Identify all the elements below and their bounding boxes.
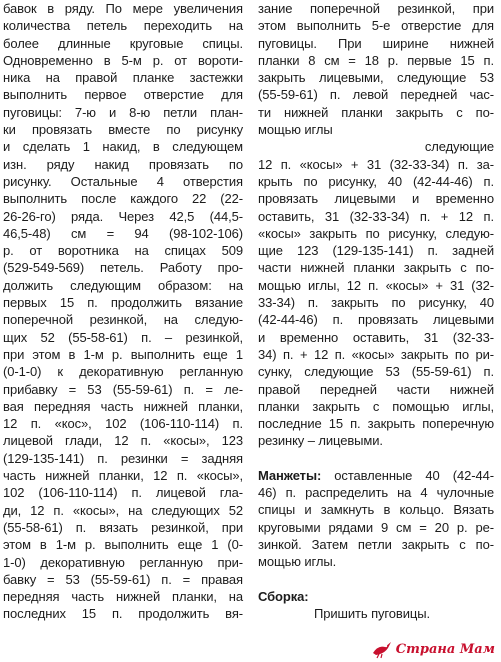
left-column-line: пуговицы: 7-ю и 8-ю петли план- xyxy=(3,104,243,120)
right-block2-line: 34) п. + 12 п. «косы» закрыть по ри- xyxy=(258,346,494,362)
assembly-text: Пришить пуговицы. xyxy=(314,605,430,621)
left-column-line: (0-1-0) к декоративную регланную xyxy=(3,364,243,380)
watermark-logo xyxy=(371,639,495,659)
left-column-line: бавку = 53 (55-59-61) п. = правая xyxy=(3,571,243,587)
right-block2-line: последние 15 п. закрыть поперечную xyxy=(258,416,494,432)
left-column-line: р. от воротника на спицах 509 xyxy=(3,243,243,259)
spacer xyxy=(258,571,494,588)
left-column-line: рисунку. Остальные 4 отверстия xyxy=(3,173,243,189)
left-column-line: (55-58-61) п. вязать резинкой, при xyxy=(3,519,243,535)
cuffs-heading: Манжеты: xyxy=(258,467,322,483)
left-column-lines xyxy=(3,0,243,623)
left-column-line: поперечной резинкой, на следую- xyxy=(3,312,243,328)
right-block2-line: «косы» закрыть по рисунку, следую- xyxy=(258,225,494,241)
left-column-line: 26-26-го) ряда. Через 42,5 (44,5- xyxy=(3,208,243,224)
left-column-line: при этом в 1-м р. выполнить еще 1 xyxy=(3,346,243,362)
right-block1-line: закрыть лицевыми, следующие 53 xyxy=(258,70,494,86)
right-block1-line: ти нижней планки закрыть с по- xyxy=(258,104,494,120)
left-column-line: выполнить после каждого 22 (22- xyxy=(3,191,243,207)
right-text-column xyxy=(258,0,494,622)
left-column-line: 46,5-48) см = 94 (98-102-106) xyxy=(3,225,243,241)
right-block1-line: зание поперечной резинкой, при xyxy=(258,1,494,16)
right-block2-line: планки закрыть с помощью иглы, xyxy=(258,398,494,414)
spacer xyxy=(258,450,494,467)
left-column-line: передняя часть нижней планки, на xyxy=(3,589,243,605)
cuffs-line: зинкой. Затем петли закрыть с по- xyxy=(258,536,494,552)
cuffs-line: круговыми рядами 9 см = 20 р. ре- xyxy=(258,519,494,535)
left-column-line: прибавку = 53 (55-59-61) п. = ле- xyxy=(3,381,243,397)
right-column-block-1 xyxy=(258,0,494,138)
cuffs-line: мощью иглы. xyxy=(258,554,337,570)
right-aligned-word: следующие xyxy=(424,139,494,155)
left-column-line: должить следующим образом: на xyxy=(3,277,243,293)
left-column-line: выполнить первое отверстие для xyxy=(3,87,243,103)
right-block2-line: сунку, следующие 53 (55-59-61) п. xyxy=(258,364,494,380)
right-block1-line: пуговицы. При ширине нижней xyxy=(258,35,494,51)
assembly-heading: Сборка: xyxy=(258,588,309,604)
right-block1-line: планки 8 см = 18 р. первые 15 п. xyxy=(258,52,494,68)
left-column-line: часть нижней планки, 12 п. «косы», xyxy=(3,468,243,484)
right-block2-line: провязать лицевыми и временно xyxy=(258,191,494,207)
left-column-line: и сделать 1 накид, в следующем xyxy=(3,139,243,155)
right-block2-line: мощью иглы, 12 п. «косы» + 31 (32- xyxy=(258,277,494,293)
left-column-line: вая передняя часть нижней планки, xyxy=(3,398,243,414)
left-column-line: 12 п. «кос», 102 (106-110-114) п. xyxy=(3,416,243,432)
right-block1-line: (55-59-61) п. левой передней час- xyxy=(258,87,494,103)
cuffs-line: 46) п. распределить на 4 чулочные xyxy=(258,485,494,501)
cuffs-first-line xyxy=(258,467,494,484)
left-column-line: 102 (106-110-114) п. лицевой гла- xyxy=(3,485,243,501)
right-block2-line: резинку – лицевыми. xyxy=(258,433,383,449)
left-column-line: щих 52 (55-58-61) п. – резинкой, xyxy=(3,329,243,345)
right-block2-line: 12 п. «косы» + 31 (32-33-34) п. за- xyxy=(258,156,494,172)
left-column-line: (129-135-141) п. резинки = задняя xyxy=(3,450,243,466)
left-column-line: последних 15 п. продолжить вя- xyxy=(3,606,243,622)
left-column-line: этом в 1-м р. выполнить еще 1 (0- xyxy=(3,537,243,553)
left-column-line: изн. ряду накид провязать по xyxy=(3,156,243,172)
cuffs-line: спицы и замкнуть в кольцо. Вязать xyxy=(258,502,494,518)
left-text-column xyxy=(3,0,243,623)
left-column-line: 1-0) декоративную регланную при- xyxy=(3,554,243,570)
left-column-line: ки провязать вместе по рисунку xyxy=(3,122,243,138)
right-block2-line: крыть по рисунку, 40 (42-44-46) п. xyxy=(258,173,494,189)
right-column-block-2 xyxy=(258,156,494,450)
watermark-text: Страна Мам xyxy=(395,641,495,657)
right-block2-line: части нижней планки закрыть с по- xyxy=(258,260,494,276)
cuffs-first-line-text: оставленные 40 (42-44- xyxy=(321,467,494,483)
stork-icon xyxy=(371,639,393,659)
right-block2-line: щие 123 (129-135-141) п. задней xyxy=(258,243,494,259)
right-block2-line: оставить, 31 (32-33-34) п. + 12 п. xyxy=(258,208,494,224)
right-block2-line: 33-34) п. закрыть по рисунку, 40 xyxy=(258,295,494,311)
left-column-line: лицевой глади, 12 п. «косы», 123 xyxy=(3,433,243,449)
right-block1-line: этом выполнить 5-е отверстие для xyxy=(258,18,494,34)
left-column-line: количества петель переходить на xyxy=(3,18,243,34)
left-column-line: первых 15 п. продолжить вязание xyxy=(3,295,243,311)
left-column-line: ди, 12 п. «косы», на следующих 52 xyxy=(3,502,243,518)
cuffs-paragraph xyxy=(258,484,494,570)
left-column-line: более длинные круговые спицы. xyxy=(3,35,243,51)
left-column-line: бавок в ряду. По мере увеличения xyxy=(3,1,243,16)
left-column-line: (529-549-569) петель. Работу про- xyxy=(3,260,243,276)
right-block1-line: мощью иглы xyxy=(258,122,333,138)
right-block2-line: правой передней части нижней xyxy=(258,381,494,397)
right-block2-line: (42-44-46) п. провязать лицевыми xyxy=(258,312,494,328)
right-block2-line: и временно оставить, 31 (32-33- xyxy=(258,329,494,345)
left-column-line: Одновременно в 5-м р. от вороти- xyxy=(3,52,243,68)
left-column-line: ника на правой планке застежки xyxy=(3,70,243,86)
